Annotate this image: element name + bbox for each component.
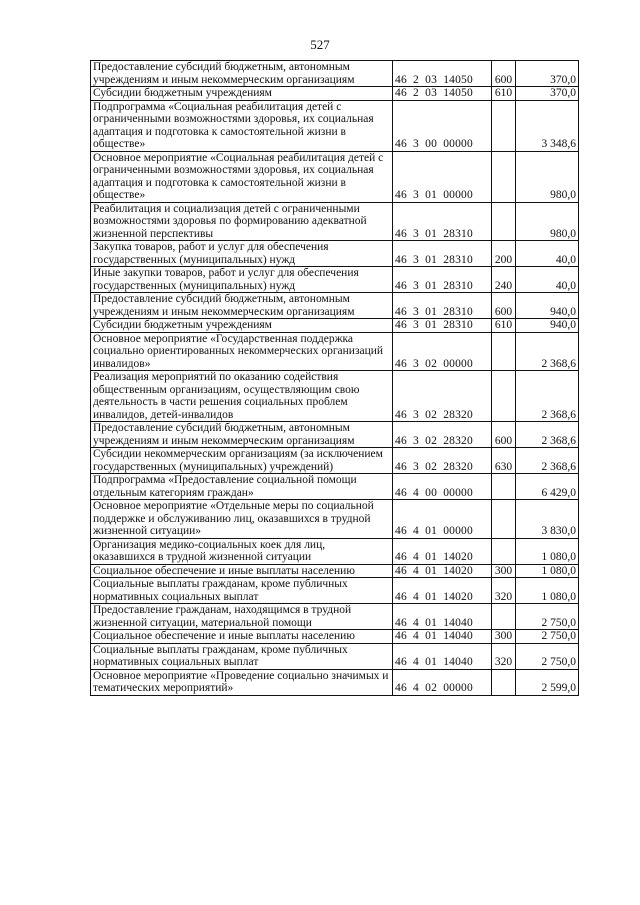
row-amount-cell: 370,0 [516, 61, 579, 87]
row-name-cell: Подпрограмма «Социальная реабилитация детей с ограниченными возможностями здоровья, их социальная адаптация и подготовка к самостоятельной жизни в обществе» [91, 100, 393, 151]
row-expense-type-cell: 610 [492, 319, 516, 333]
row-amount-cell: 3 830,0 [516, 500, 579, 539]
row-amount-cell: 2 750,0 [516, 604, 579, 630]
table-row [91, 319, 579, 333]
table-row [91, 100, 579, 151]
row-name-cell: Предоставление субсидий бюджетным, автономным учреждениям и иным некоммерческим организациям [91, 422, 393, 448]
table-row [91, 578, 579, 604]
row-expense-type-cell: 240 [492, 267, 516, 293]
table-row [91, 241, 579, 267]
row-expense-type-cell: 300 [492, 564, 516, 578]
row-code-cell: 46 3 02 00000 [393, 332, 492, 371]
row-expense-type-cell: 320 [492, 578, 516, 604]
row-name-cell: Закупка товаров, работ и услуг для обеспечения государственных (муниципальных) нужд [91, 241, 393, 267]
row-code-cell: 46 4 01 14040 [393, 604, 492, 630]
table-row [91, 422, 579, 448]
row-amount-cell: 980,0 [516, 202, 579, 241]
row-name-cell: Социальное обеспечение и иные выплаты населению [91, 630, 393, 644]
row-name-cell: Основное мероприятие «Социальная реабилитация детей с ограниченными возможностями здоровья, их социальная адаптация и подготовка к самостоятельной жизни в обществе» [91, 151, 393, 202]
row-code-cell: 46 4 01 14020 [393, 578, 492, 604]
table-row [91, 61, 579, 87]
row-expense-type-cell [492, 538, 516, 564]
row-amount-cell: 2 599,0 [516, 669, 579, 695]
row-amount-cell: 2 368,6 [516, 448, 579, 474]
row-amount-cell: 6 429,0 [516, 474, 579, 500]
row-expense-type-cell: 300 [492, 630, 516, 644]
row-expense-type-cell [492, 474, 516, 500]
row-expense-type-cell: 600 [492, 422, 516, 448]
row-name-cell: Субсидии бюджетным учреждениям [91, 319, 393, 333]
table-row [91, 448, 579, 474]
row-name-cell: Иные закупки товаров, работ и услуг для обеспечения государственных (муниципальных) нужд [91, 267, 393, 293]
row-name-cell: Социальное обеспечение и иные выплаты населению [91, 564, 393, 578]
table-row [91, 604, 579, 630]
row-name-cell: Предоставление гражданам, находящимся в трудной жизненной ситуации, материальной помощи [91, 604, 393, 630]
table-row [91, 538, 579, 564]
row-name-cell: Предоставление субсидий бюджетным, автономным учреждениям и иным некоммерческим организациям [91, 293, 393, 319]
row-code-cell: 46 3 01 28310 [393, 267, 492, 293]
row-code-cell: 46 3 02 28320 [393, 371, 492, 422]
table-row [91, 669, 579, 695]
row-code-cell: 46 4 01 00000 [393, 500, 492, 539]
row-amount-cell: 2 368,6 [516, 332, 579, 371]
table-row [91, 643, 579, 669]
row-expense-type-cell [492, 202, 516, 241]
row-code-cell: 46 3 02 28320 [393, 448, 492, 474]
table-row [91, 151, 579, 202]
row-code-cell: 46 4 01 14020 [393, 538, 492, 564]
row-amount-cell: 1 080,0 [516, 564, 579, 578]
row-expense-type-cell: 610 [492, 87, 516, 101]
row-amount-cell: 2 750,0 [516, 630, 579, 644]
row-name-cell: Реабилитация и социализация детей с ограниченными возможностями здоровья по формированию адекватной жизненной перспективы [91, 202, 393, 241]
row-code-cell: 46 3 01 28310 [393, 202, 492, 241]
row-name-cell: Организация медико-социальных коек для лиц, оказавшихся в трудной жизненной ситуации [91, 538, 393, 564]
row-name-cell: Социальные выплаты гражданам, кроме публичных нормативных социальных выплат [91, 578, 393, 604]
table-row [91, 332, 579, 371]
row-code-cell: 46 3 01 00000 [393, 151, 492, 202]
row-name-cell: Предоставление субсидий бюджетным, автономным учреждениям и иным некоммерческим организациям [91, 61, 393, 87]
table-row [91, 500, 579, 539]
budget-table-body [91, 61, 579, 696]
row-amount-cell: 2 368,6 [516, 422, 579, 448]
row-amount-cell: 40,0 [516, 241, 579, 267]
row-amount-cell: 940,0 [516, 319, 579, 333]
row-code-cell: 46 3 00 00000 [393, 100, 492, 151]
row-expense-type-cell: 320 [492, 643, 516, 669]
table-row [91, 267, 579, 293]
row-name-cell: Подпрограмма «Предоставление социальной помощи отдельным категориям граждан» [91, 474, 393, 500]
row-amount-cell: 40,0 [516, 267, 579, 293]
row-name-cell: Основное мероприятие «Государственная поддержка социально ориентированных некоммерческих организаций инвалидов» [91, 332, 393, 371]
table-row [91, 474, 579, 500]
row-expense-type-cell [492, 151, 516, 202]
row-amount-cell: 1 080,0 [516, 578, 579, 604]
budget-table [90, 60, 579, 696]
row-code-cell: 46 4 01 14020 [393, 564, 492, 578]
table-row [91, 564, 579, 578]
row-expense-type-cell [492, 100, 516, 151]
row-expense-type-cell: 600 [492, 61, 516, 87]
table-row [91, 371, 579, 422]
row-name-cell: Основное мероприятие «Проведение социально значимых и тематических мероприятий» [91, 669, 393, 695]
row-name-cell: Основное мероприятие «Отдельные меры по социальной поддержке и обслуживанию лиц, оказавшихся в трудной жизненной ситуации» [91, 500, 393, 539]
table-row [91, 630, 579, 644]
row-amount-cell: 980,0 [516, 151, 579, 202]
row-expense-type-cell [492, 371, 516, 422]
row-expense-type-cell [492, 332, 516, 371]
row-amount-cell: 2 750,0 [516, 643, 579, 669]
row-expense-type-cell [492, 669, 516, 695]
row-name-cell: Субсидии некоммерческим организациям (за исключением государственных (муниципальных) учреждений) [91, 448, 393, 474]
row-code-cell: 46 3 01 28310 [393, 241, 492, 267]
table-row [91, 293, 579, 319]
row-code-cell: 46 4 01 14040 [393, 630, 492, 644]
row-amount-cell: 3 348,6 [516, 100, 579, 151]
row-code-cell: 46 4 01 14040 [393, 643, 492, 669]
page-number: 527 [310, 37, 330, 52]
row-expense-type-cell [492, 500, 516, 539]
row-code-cell: 46 3 02 28320 [393, 422, 492, 448]
table-row [91, 87, 579, 101]
row-expense-type-cell [492, 604, 516, 630]
row-expense-type-cell: 600 [492, 293, 516, 319]
row-code-cell: 46 4 02 00000 [393, 669, 492, 695]
table-row [91, 202, 579, 241]
row-code-cell: 46 3 01 28310 [393, 319, 492, 333]
row-name-cell: Субсидии бюджетным учреждениям [91, 87, 393, 101]
row-expense-type-cell: 200 [492, 241, 516, 267]
row-amount-cell: 2 368,6 [516, 371, 579, 422]
row-name-cell: Социальные выплаты гражданам, кроме публичных нормативных социальных выплат [91, 643, 393, 669]
row-code-cell: 46 3 01 28310 [393, 293, 492, 319]
row-name-cell: Реализация мероприятий по оказанию содействия общественным организациям, осуществляющим свою деятельность в части решения социальных проблем инвалидов, детей-инвалидов [91, 371, 393, 422]
row-code-cell: 46 2 03 14050 [393, 61, 492, 87]
row-amount-cell: 370,0 [516, 87, 579, 101]
row-amount-cell: 1 080,0 [516, 538, 579, 564]
row-expense-type-cell: 630 [492, 448, 516, 474]
row-code-cell: 46 4 00 00000 [393, 474, 492, 500]
row-amount-cell: 940,0 [516, 293, 579, 319]
row-code-cell: 46 2 03 14050 [393, 87, 492, 101]
